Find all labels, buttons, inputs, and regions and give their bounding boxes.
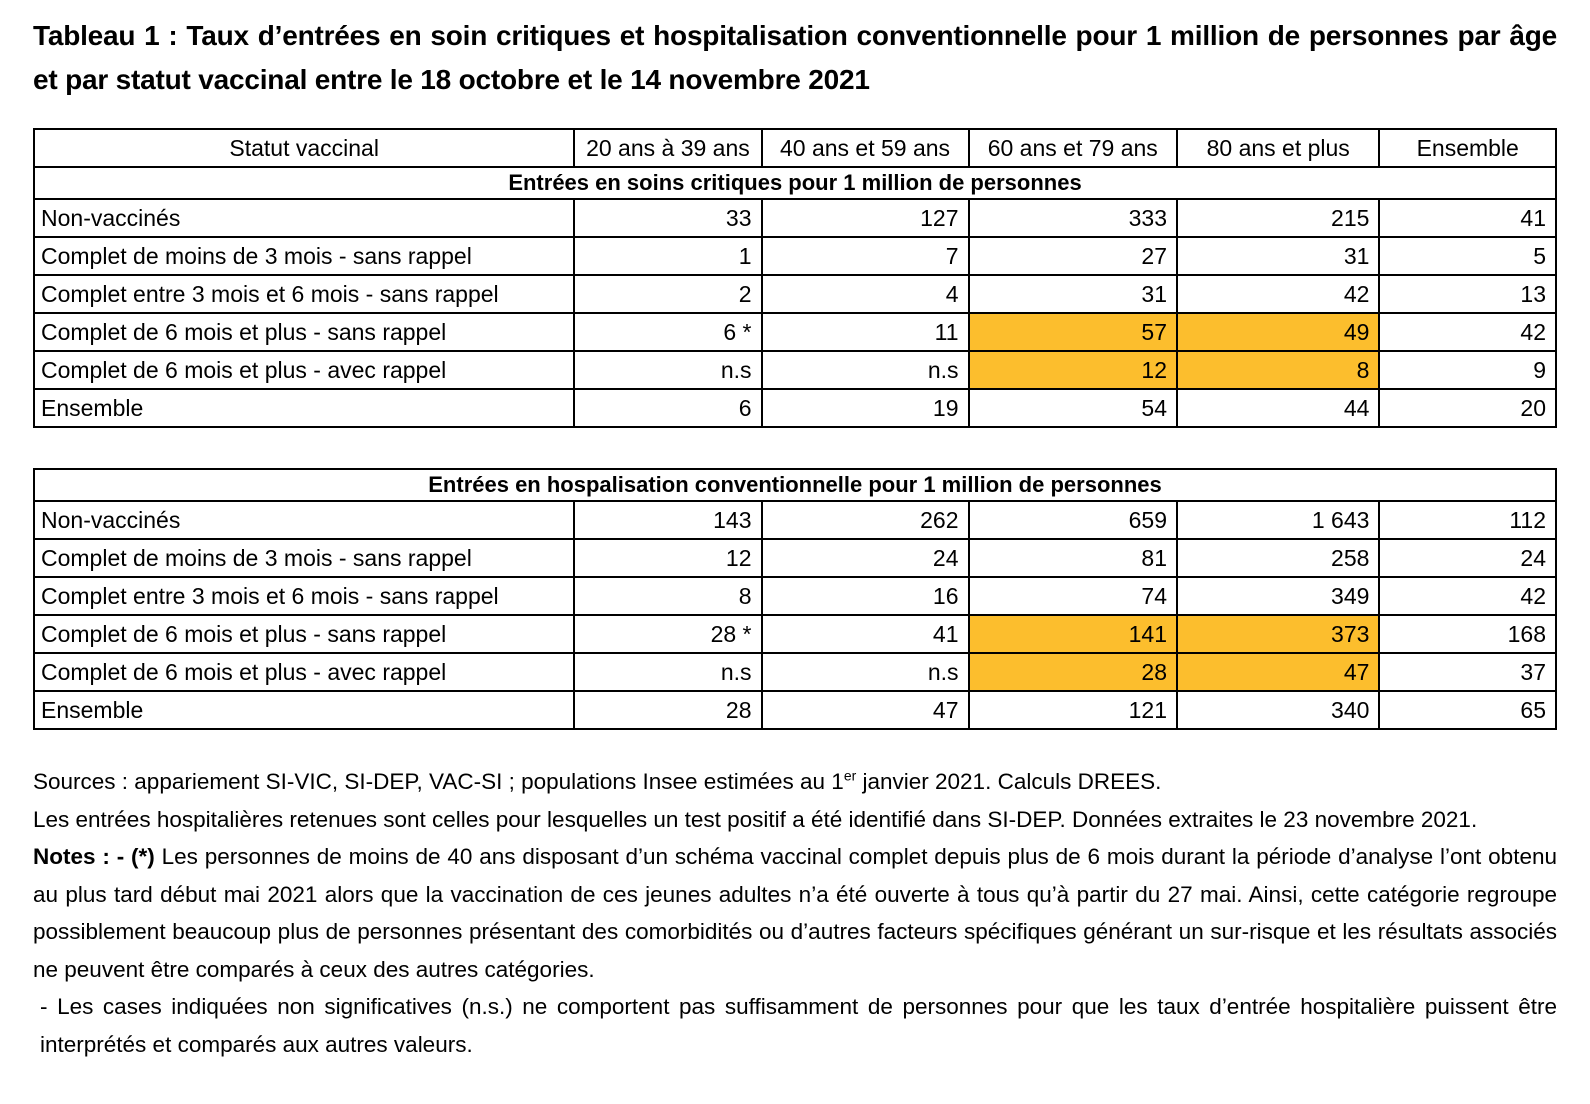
table-row bbox=[34, 615, 1556, 653]
notes-text: Les personnes de moins de 40 ans disposant d’un schéma vaccinal complet depuis plus de 6 mois durant la période d’analyse l’ont obtenu au plus tard début mai 2021 alors que la vaccination de ces jeunes adultes n’a été ouverte à tous qu’à partir du 27 mai. Ainsi, cette catégorie regroupe possiblement beaucoup plus de personnes présentant des comorbidités ou d’autres facteurs spécifiques générant un sur-risque et les résultats associés ne peuvent être comparés à ceux des autres catégories. bbox=[33, 844, 1557, 982]
row-label: Complet entre 3 mois et 6 mois - sans rappel bbox=[34, 275, 574, 313]
value-cell: 8 bbox=[574, 577, 761, 615]
value-cell: 349 bbox=[1177, 577, 1379, 615]
value-cell: 42 bbox=[1177, 275, 1379, 313]
value-cell: 2 bbox=[574, 275, 761, 313]
page-title: Tableau 1 : Taux d’entrées en soin critiques et hospitalisation conventionnelle pour 1 million de personnes par âge et par statut vaccinal entre le 18 octobre et le 14 novembre 2021 bbox=[33, 20, 1557, 95]
table-row bbox=[34, 275, 1556, 313]
column-header-row bbox=[34, 129, 1556, 167]
highlighted-value-cell: 28 bbox=[969, 653, 1178, 691]
value-cell: 127 bbox=[762, 199, 969, 237]
col-header-40-59: 40 ans et 59 ans bbox=[762, 129, 969, 167]
value-cell: n.s bbox=[574, 653, 761, 691]
row-label: Complet de 6 mois et plus - sans rappel bbox=[34, 313, 574, 351]
col-header-20-39: 20 ans à 39 ans bbox=[574, 129, 761, 167]
row-label: Non-vaccinés bbox=[34, 501, 574, 539]
row-label: Non-vaccinés bbox=[34, 199, 574, 237]
value-cell: 168 bbox=[1379, 615, 1556, 653]
highlighted-value-cell: 49 bbox=[1177, 313, 1379, 351]
value-cell: 24 bbox=[762, 539, 969, 577]
table-row bbox=[34, 577, 1556, 615]
value-cell: n.s bbox=[762, 351, 969, 389]
highlighted-value-cell: 12 bbox=[969, 351, 1178, 389]
value-cell: 4 bbox=[762, 275, 969, 313]
table-row bbox=[34, 351, 1556, 389]
value-cell: 28 bbox=[574, 691, 761, 729]
notes-label: Notes : - (*) bbox=[33, 844, 155, 869]
value-cell: 11 bbox=[762, 313, 969, 351]
value-cell: 659 bbox=[969, 501, 1178, 539]
table-row bbox=[34, 539, 1556, 577]
row-label: Complet de 6 mois et plus - avec rappel bbox=[34, 653, 574, 691]
value-cell: 112 bbox=[1379, 501, 1556, 539]
value-cell: 9 bbox=[1379, 351, 1556, 389]
section-banner-row bbox=[34, 167, 1556, 199]
value-cell: 41 bbox=[762, 615, 969, 653]
sources-text-end: janvier 2021. Calculs DREES. bbox=[856, 769, 1162, 794]
col-header-80-plus: 80 ans et plus bbox=[1177, 129, 1379, 167]
col-header-statut-vaccinal: Statut vaccinal bbox=[34, 129, 574, 167]
value-cell: 1 643 bbox=[1177, 501, 1379, 539]
highlighted-value-cell: 141 bbox=[969, 615, 1178, 653]
row-label: Ensemble bbox=[34, 691, 574, 729]
value-cell: n.s bbox=[574, 351, 761, 389]
section-banner-hospitalisation: Entrées en hospalisation conventionnelle pour 1 million de personnes bbox=[34, 469, 1556, 501]
row-label: Complet de moins de 3 mois - sans rappel bbox=[34, 237, 574, 275]
row-label: Complet de moins de 3 mois - sans rappel bbox=[34, 539, 574, 577]
value-cell: 258 bbox=[1177, 539, 1379, 577]
value-cell: 7 bbox=[762, 237, 969, 275]
section-banner-row bbox=[34, 469, 1556, 501]
highlighted-value-cell: 373 bbox=[1177, 615, 1379, 653]
notes-line bbox=[33, 838, 1557, 988]
value-cell: 5 bbox=[1379, 237, 1556, 275]
value-cell: 54 bbox=[969, 389, 1178, 427]
row-label: Complet entre 3 mois et 6 mois - sans rappel bbox=[34, 577, 574, 615]
critical-care-table bbox=[33, 128, 1557, 428]
sources-text-start: Sources : appariement SI-VIC, SI-DEP, VAC-SI ; populations Insee estimées au 1 bbox=[33, 769, 844, 794]
value-cell: 27 bbox=[969, 237, 1178, 275]
value-cell: 16 bbox=[762, 577, 969, 615]
table-row bbox=[34, 653, 1556, 691]
value-cell: 33 bbox=[574, 199, 761, 237]
col-header-60-79: 60 ans et 79 ans bbox=[969, 129, 1178, 167]
value-cell: 215 bbox=[1177, 199, 1379, 237]
value-cell: 81 bbox=[969, 539, 1178, 577]
value-cell: 20 bbox=[1379, 389, 1556, 427]
col-header-ensemble: Ensemble bbox=[1379, 129, 1556, 167]
value-cell: 28 * bbox=[574, 615, 761, 653]
table-row bbox=[34, 501, 1556, 539]
value-cell: 1 bbox=[574, 237, 761, 275]
value-cell: 42 bbox=[1379, 577, 1556, 615]
value-cell: 143 bbox=[574, 501, 761, 539]
value-cell: 42 bbox=[1379, 313, 1556, 351]
table-row bbox=[34, 199, 1556, 237]
value-cell: 41 bbox=[1379, 199, 1556, 237]
value-cell: 31 bbox=[1177, 237, 1379, 275]
row-label: Complet de 6 mois et plus - avec rappel bbox=[34, 351, 574, 389]
extraction-line: Les entrées hospitalières retenues sont celles pour lesquelles un test positif a été identifié dans SI-DEP. Données extraites le 23 novembre 2021. bbox=[33, 806, 1478, 832]
value-cell: 37 bbox=[1379, 653, 1556, 691]
value-cell: 74 bbox=[969, 577, 1178, 615]
value-cell: 333 bbox=[969, 199, 1178, 237]
value-cell: 6 * bbox=[574, 313, 761, 351]
highlighted-value-cell: 8 bbox=[1177, 351, 1379, 389]
table-row bbox=[34, 237, 1556, 275]
table-row bbox=[34, 313, 1556, 351]
highlighted-value-cell: 57 bbox=[969, 313, 1178, 351]
sources-superscript: er bbox=[843, 767, 857, 784]
value-cell: 13 bbox=[1379, 275, 1556, 313]
row-label: Complet de 6 mois et plus - sans rappel bbox=[34, 615, 574, 653]
footnotes-block bbox=[33, 763, 1557, 1063]
value-cell: 340 bbox=[1177, 691, 1379, 729]
row-label: Ensemble bbox=[34, 389, 574, 427]
hospitalisation-table bbox=[33, 468, 1557, 730]
section-banner-critical-care: Entrées en soins critiques pour 1 million de personnes bbox=[34, 167, 1556, 199]
value-cell: 19 bbox=[762, 389, 969, 427]
value-cell: 47 bbox=[762, 691, 969, 729]
table-row bbox=[34, 389, 1556, 427]
value-cell: n.s bbox=[762, 653, 969, 691]
value-cell: 44 bbox=[1177, 389, 1379, 427]
value-cell: 121 bbox=[969, 691, 1178, 729]
table-row bbox=[34, 691, 1556, 729]
sources-line bbox=[33, 763, 1557, 801]
ns-note-line: - Les cases indiquées non significatives (n.s.) ne comportent pas suffisamment de personnes pour que les taux d’entrée hospitalière puissent être interprétés et comparés aux autres valeurs. bbox=[40, 994, 1557, 1057]
value-cell: 65 bbox=[1379, 691, 1556, 729]
value-cell: 24 bbox=[1379, 539, 1556, 577]
highlighted-value-cell: 47 bbox=[1177, 653, 1379, 691]
value-cell: 12 bbox=[574, 539, 761, 577]
value-cell: 31 bbox=[969, 275, 1178, 313]
value-cell: 262 bbox=[762, 501, 969, 539]
value-cell: 6 bbox=[574, 389, 761, 427]
